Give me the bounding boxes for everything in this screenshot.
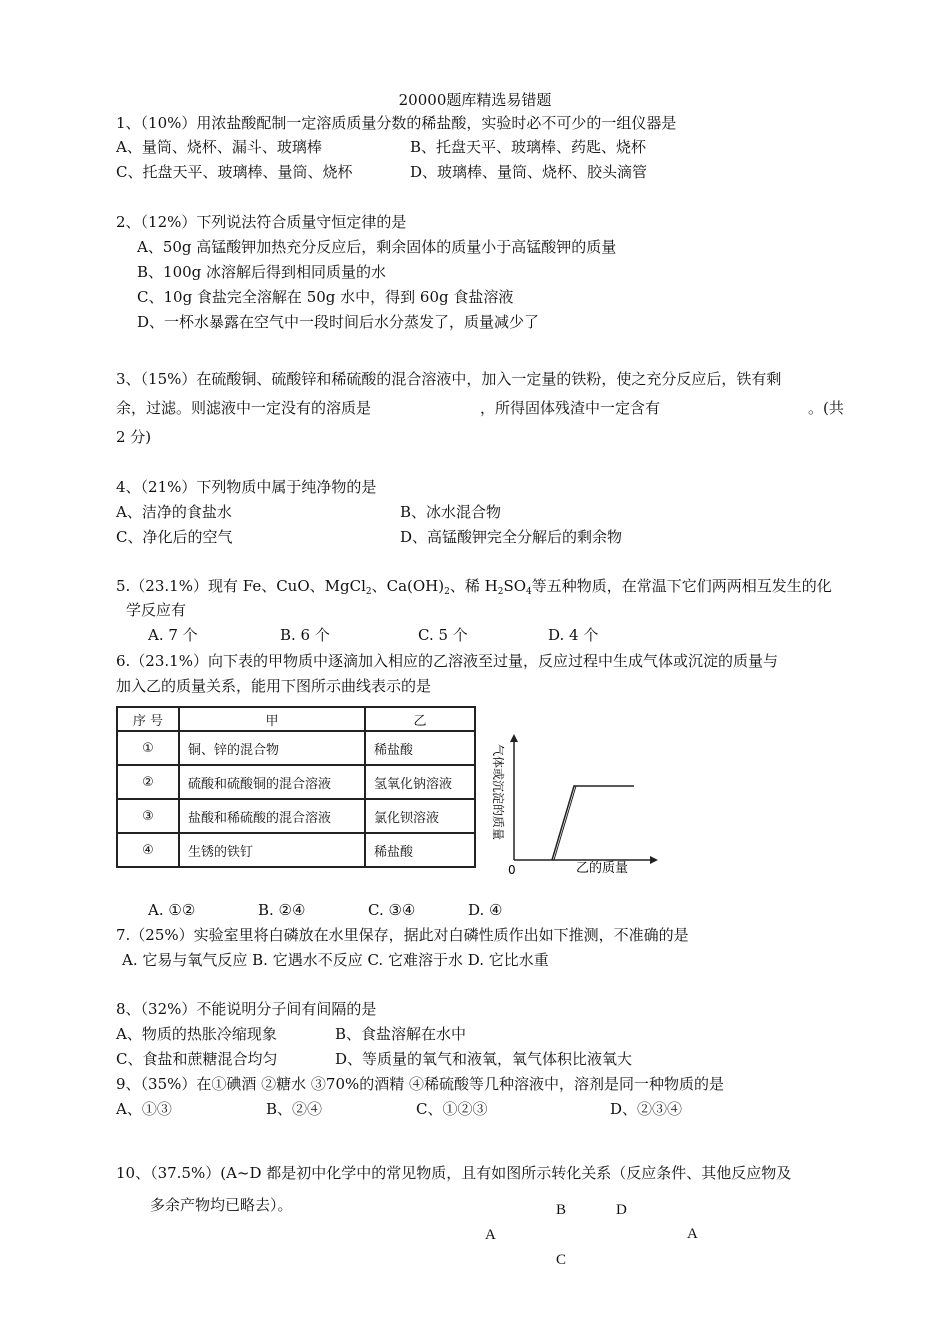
q1-option-d: D、玻璃棒、量筒、烧杯、胶头滴管 (410, 163, 648, 181)
table-cell: ① (117, 731, 179, 765)
q10-node-b: B (556, 1202, 567, 1218)
page-title: 20000题库精选易错题 (398, 91, 552, 109)
q7-stem: 7.（25%）实验室里将白磷放在水里保存，据此对白磷性质作出如下推测，不准确的是 (116, 926, 689, 944)
q6-line2: 加入乙的质量关系，能用下图所示曲线表示的是 (116, 677, 432, 695)
q2-option-c: C、10g 食盐完全溶解在 50g 水中，得到 60g 食盐溶液 (137, 288, 514, 306)
table-row (117, 731, 475, 765)
x-axis-arrow-icon (650, 856, 658, 864)
q2-option-d: D、一杯水暴露在空气中一段时间后水分蒸发了，质量减少了 (137, 313, 540, 331)
q6-option-b: B. ②④ (258, 901, 306, 919)
q5-option-c: C. 5 个 (418, 626, 468, 644)
q9-stem: 9、（35%）在①碘酒 ②糖水 ③70%的酒精 ④稀硫酸等几种溶液中，溶剂是同一种物质的是 (116, 1075, 725, 1093)
q2-stem: 2、（12%）下列说法符合质量守恒定律的是 (116, 213, 407, 231)
q3-line2b: ，所得固体残渣中一定含有 (480, 399, 661, 417)
table-cell: 盐酸和稀硫酸的混合溶液 (179, 799, 365, 833)
q1-option-c: C、托盘天平、玻璃棒、量筒、烧杯 (116, 163, 353, 181)
q10-node-a: A (485, 1227, 496, 1243)
q4-stem: 4、（21%）下列物质中属于纯净物的是 (116, 478, 377, 496)
q1-stem: 1、（10%）用浓盐酸配制一定溶质质量分数的稀盐酸，实验时必不可少的一组仪器是 (116, 114, 677, 132)
curve-line-shadow (554, 786, 576, 860)
q5-option-a: A. 7 个 (148, 626, 198, 644)
q6-option-a: A. ①② (148, 901, 196, 919)
table-header: 序 号 (117, 707, 179, 731)
table-cell: 硫酸和硫酸铜的混合溶液 (179, 765, 365, 799)
y-axis-arrow-icon (510, 734, 518, 742)
q6-figure (116, 706, 658, 888)
q4-option-a: A、洁净的食盐水 (116, 503, 232, 521)
q10-node-d: D (616, 1202, 627, 1218)
table-cell: 氯化钡溶液 (365, 799, 475, 833)
q9-option-a: A、①③ (116, 1100, 172, 1118)
table-row (117, 799, 475, 833)
q10-node-c: C (556, 1252, 567, 1268)
q8-option-a: A、物质的热胀冷缩现象 (116, 1025, 277, 1043)
q6-option-d: D. ④ (468, 901, 503, 919)
table-cell: 稀盐酸 (365, 731, 475, 765)
table-row (117, 833, 475, 867)
q10-line2: 多余产物均已略去）。 (150, 1196, 293, 1214)
q8-option-d: D、等质量的氧气和液氧，氧气体积比液氧大 (335, 1050, 633, 1068)
q10-line1: 10、（37.5%）(A~D 都是初中化学中的常见物质，且有如图所示转化关系（反应条件、其他反应物及 (116, 1164, 792, 1182)
q10-node-a-right: A (687, 1226, 698, 1242)
q8-stem: 8、（32%）不能说明分子间有间隔的是 (116, 1000, 377, 1018)
table-cell: ④ (117, 833, 179, 867)
table-row (117, 765, 475, 799)
q6-line1: 6.（23.1%）向下表的甲物质中逐滴加入相应的乙溶液至过量，反应过程中生成气体或沉淀的质量与 (116, 652, 778, 670)
q9-option-b: B、②④ (266, 1100, 323, 1118)
q5-option-d: D. 4 个 (548, 626, 599, 644)
q4-option-c: C、净化后的空气 (116, 528, 233, 546)
q8-option-b: B、食盐溶解在水中 (335, 1025, 467, 1043)
q8-option-c: C、食盐和蔗糖混合均匀 (116, 1050, 278, 1068)
q2-option-b: B、100g 冰溶解后得到相同质量的水 (137, 263, 387, 281)
y-axis-label: 气体或沉淀的质量 (491, 744, 505, 841)
q1-option-a: A、量筒、烧杯、漏斗、玻璃棒 (116, 138, 322, 156)
table-header-row (117, 707, 475, 731)
table-cell: 铜、锌的混合物 (179, 731, 365, 765)
table-cell: ② (117, 765, 179, 799)
table-cell: ③ (117, 799, 179, 833)
q3-line1: 3、（15%）在硫酸铜、硫酸锌和稀硫酸的混合溶液中，加入一定量的铁粉，使之充分反应后，铁有剩 (116, 370, 782, 388)
table-cell: 氢氧化钠溶液 (365, 765, 475, 799)
q6-table (116, 706, 476, 868)
q9-option-d: D、②③④ (610, 1100, 683, 1118)
origin-label: 0 (508, 863, 516, 877)
table-header: 乙 (365, 707, 475, 731)
q4-option-d: D、高锰酸钾完全分解后的剩余物 (400, 528, 623, 546)
q6-graph (484, 722, 658, 888)
q6-option-c: C. ③④ (368, 901, 416, 919)
q5-line1: 5.（23.1%）现有 Fe、CuO、MgCl$_2$、$Ca(OH)_2$、稀 $H_2SO_4$等五种物质，在常温下它们两两相互发生的化 (116, 577, 832, 597)
q2-option-a: A、50g 高锰酸钾加热充分反应后，剩余固体的质量小于高锰酸钾的质量 (137, 238, 617, 256)
q1-option-b: B、托盘天平、玻璃棒、药匙、烧杯 (410, 138, 647, 156)
q3-line3: 2 分) (116, 428, 152, 446)
curve-line (552, 786, 634, 860)
table-header: 甲 (179, 707, 365, 731)
x-axis-label: 乙的质量 (576, 861, 629, 876)
table-cell: 稀盐酸 (365, 833, 475, 867)
q3-line2a: 余，过滤。则滤液中一定没有的溶质是 (116, 399, 372, 417)
table-cell: 生锈的铁钉 (179, 833, 365, 867)
q7-options: A. 它易与氧气反应 B. 它遇水不反应 C. 它难溶于水 D. 它比水重 (122, 951, 549, 969)
q4-option-b: B、冰水混合物 (400, 503, 502, 521)
q5-option-b: B. 6 个 (280, 626, 330, 644)
q3-line2c: 。(共 (808, 399, 844, 417)
q5-line2: 学反应有 (126, 601, 187, 619)
q9-option-c: C、①②③ (416, 1100, 488, 1118)
